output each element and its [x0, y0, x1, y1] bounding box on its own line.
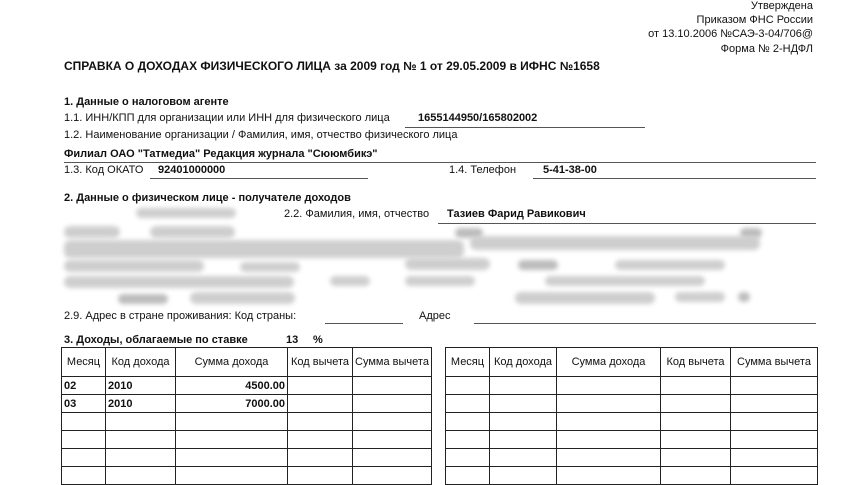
inn-value: 1655144950/165802002 — [418, 112, 538, 124]
cell-deduction-code — [288, 395, 353, 413]
approval-line-3: от 13.10.2006 №САЭ-3-04/706@ — [648, 28, 813, 40]
column-header-income-code: Код дохода — [490, 348, 557, 377]
column-header-deduction-amount: Сумма вычета — [353, 348, 432, 377]
table-row — [62, 377, 432, 395]
redacted-area — [515, 292, 655, 304]
table-row — [446, 413, 818, 431]
table-row — [446, 467, 818, 485]
redacted-area — [545, 276, 705, 286]
phone-label: 1.4. Телефон — [449, 164, 517, 176]
percent-sign: % — [313, 334, 323, 346]
inn-underline — [405, 127, 645, 128]
column-header-deduction-code: Код вычета — [288, 348, 353, 377]
fio-value: Тазиев Фарид Равикович — [447, 208, 586, 220]
form-number: Форма № 2-НДФЛ — [720, 43, 813, 55]
section3-heading: 3. Доходы, облагаемые по ставке — [64, 334, 248, 346]
address-underline — [474, 323, 816, 324]
section2-heading: 2. Данные о физическом лице - получателе доходов — [64, 192, 351, 204]
inn-label: 1.1. ИНН/КПП для организации или ИНН для физического лица — [64, 112, 390, 124]
column-header-income-amount: Сумма дохода — [176, 348, 288, 377]
redacted-area — [470, 236, 760, 250]
redacted-area — [64, 276, 294, 288]
redacted-area — [64, 240, 464, 258]
address-label: Адрес — [419, 310, 451, 322]
column-header-deduction-amount: Сумма вычета — [731, 348, 818, 377]
cell-income-amount: 7000.00 — [176, 395, 288, 413]
redacted-area — [518, 260, 558, 270]
table-row — [62, 395, 432, 413]
address-country-label: 2.9. Адрес в стране проживания: Код страны: — [64, 310, 297, 322]
income-table-right — [445, 347, 818, 485]
cell-income-code: 2010 — [106, 377, 176, 395]
redacted-area — [64, 226, 120, 238]
cell-month: 02 — [62, 377, 106, 395]
agent-name-value: Филиал ОАО "Татмедиа" Редакция журнала "Сююмбикэ" — [64, 148, 378, 160]
approval-line-2: Приказом ФНС России — [696, 14, 813, 26]
redacted-area — [190, 292, 295, 304]
phone-value: 5-41-38-00 — [543, 164, 597, 176]
table-row — [446, 431, 818, 449]
table-header-row — [446, 348, 818, 377]
redacted-area — [150, 226, 235, 238]
table-row — [62, 467, 432, 485]
cell-deduction-amount — [353, 377, 432, 395]
okato-value: 92401000000 — [158, 164, 226, 176]
redacted-area — [330, 276, 370, 286]
table-row — [446, 377, 818, 395]
fio-label: 2.2. Фамилия, имя, отчество — [284, 208, 430, 220]
cell-income-code: 2010 — [106, 395, 176, 413]
redacted-area — [738, 292, 750, 302]
table-header-row — [62, 348, 432, 377]
tax-rate: 13 — [286, 334, 299, 346]
redacted-area — [64, 260, 204, 272]
redacted-area — [405, 258, 490, 270]
column-header-deduction-code: Код вычета — [661, 348, 731, 377]
fio-underline — [438, 223, 816, 224]
table-row — [62, 449, 432, 467]
table-row — [62, 431, 432, 449]
okato-label: 1.3. Код ОКАТО — [64, 164, 144, 176]
cell-month: 03 — [62, 395, 106, 413]
okato-underline — [150, 178, 368, 179]
cell-deduction-code — [288, 377, 353, 395]
approval-line-1: Утверждена — [750, 0, 813, 12]
income-table-left — [61, 347, 432, 485]
redacted-area — [136, 208, 236, 218]
section1-heading: 1. Данные о налоговом агенте — [64, 96, 229, 108]
table-row — [62, 413, 432, 431]
redacted-area — [118, 294, 168, 304]
redacted-area — [240, 262, 300, 272]
column-header-income-amount: Сумма дохода — [557, 348, 661, 377]
document-title: СПРАВКА О ДОХОДАХ ФИЗИЧЕСКОГО ЛИЦА за 2009 год № 1 от 29.05.2009 в ИФНС №1658 — [64, 59, 600, 73]
cell-deduction-amount — [353, 395, 432, 413]
phone-underline — [533, 178, 816, 179]
redacted-area — [615, 260, 725, 270]
agent-name-underline — [64, 162, 816, 163]
cell-income-amount: 4500.00 — [176, 377, 288, 395]
agent-name-label: 1.2. Наименование организации / Фамилия, имя, отчество физического лица — [64, 129, 458, 141]
table-row — [446, 449, 818, 467]
column-header-month: Месяц — [62, 348, 106, 377]
redacted-area — [675, 292, 725, 302]
redacted-area — [405, 276, 475, 286]
country-code-underline — [325, 323, 403, 324]
column-header-month: Месяц — [446, 348, 490, 377]
table-row — [446, 395, 818, 413]
column-header-income-code: Код дохода — [106, 348, 176, 377]
